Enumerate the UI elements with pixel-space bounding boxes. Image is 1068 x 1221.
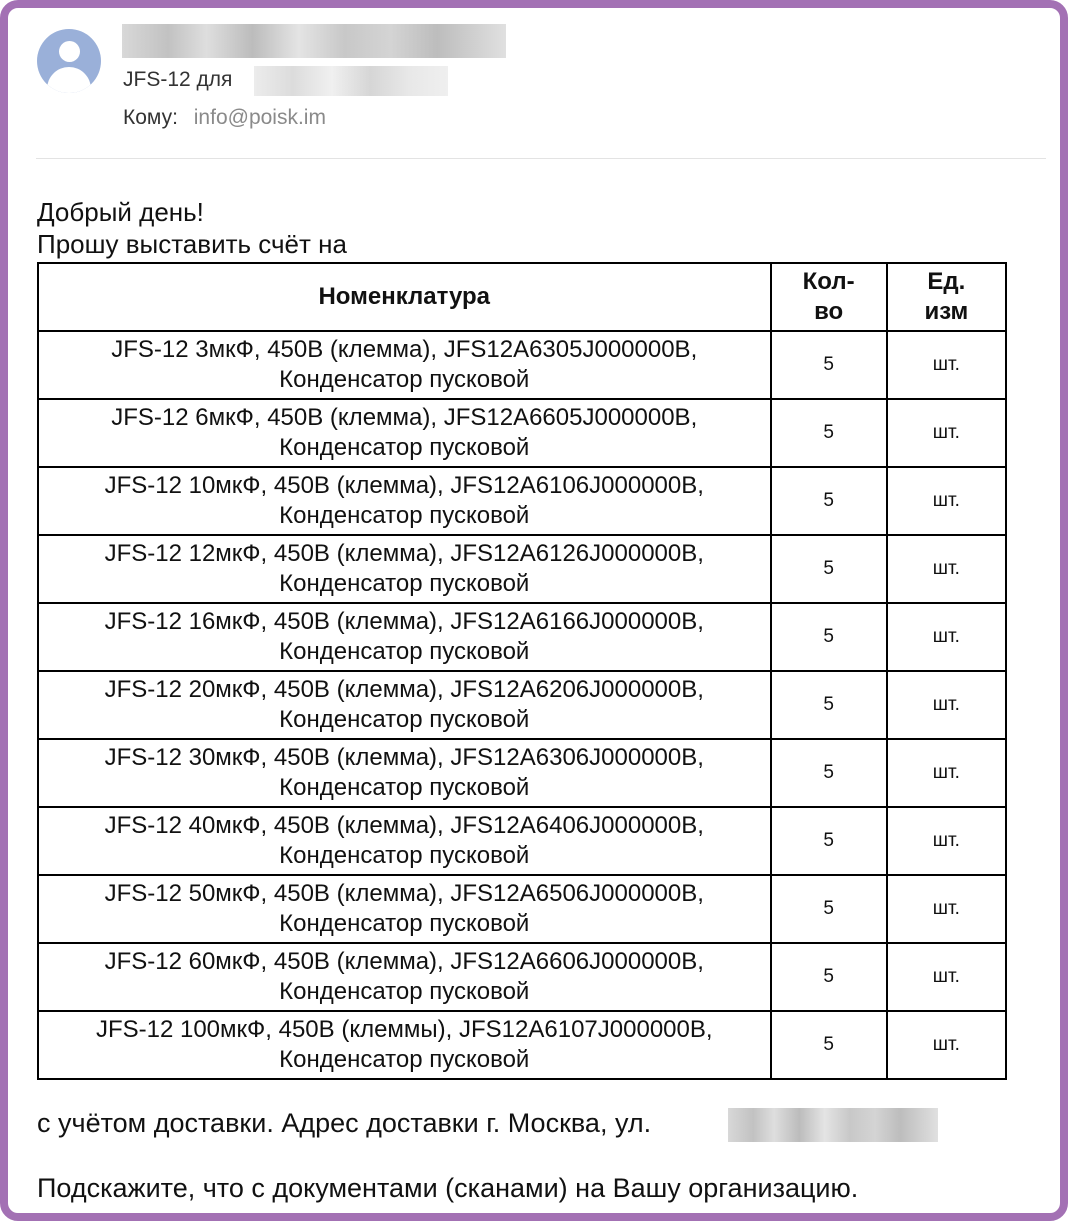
item-qty-cell: 5 [771,331,887,399]
email-subject [123,68,232,92]
table-row [38,1011,1006,1079]
item-name-line1: JFS-12 20мкФ, 450В (клемма), JFS12A6206J000000B, [104,676,704,703]
item-unit-cell: шт. [887,807,1006,875]
header-unit-line2: изм [924,298,969,325]
header-qty-line2: во [814,298,844,325]
table-row [38,807,1006,875]
table-row [38,875,1006,943]
table-row [38,603,1006,671]
item-qty-cell: 5 [771,535,887,603]
item-name-line1: JFS-12 40мкФ, 450В (клемма), JFS12A6406J000000B, [104,812,704,839]
item-name-cell [38,807,771,875]
item-name-line1: JFS-12 3мкФ, 450В (клемма), JFS12A6305J000000B, [111,336,698,363]
header-name-text: Номенклатура [318,283,491,310]
item-unit-cell: шт. [887,943,1006,1011]
delivery-line: с учётом доставки. Адрес доставки г. Москва, ул. [37,1108,652,1138]
table-row [38,467,1006,535]
item-qty-cell: 5 [771,875,887,943]
item-name-cell [38,943,771,1011]
item-name-line1: JFS-12 16мкФ, 450В (клемма), JFS12A6166J000000B, [104,608,704,635]
header-unit [887,263,1006,331]
item-name-line1: JFS-12 100мкФ, 450В (клеммы), JFS12A6107J000000B, [95,1016,713,1043]
header-name [38,263,771,331]
item-name-line2: Конденсатор пусковой [279,978,530,1005]
redacted-sender-name [122,24,506,58]
item-name-line1: JFS-12 60мкФ, 450В (клемма), JFS12A6606J000000B, [104,948,704,975]
table-row [38,535,1006,603]
table-row [38,399,1006,467]
request-line: Прошу выставить счёт на [37,229,347,259]
item-name-line1: JFS-12 12мкФ, 450В (клемма), JFS12A6126J000000B, [104,540,704,567]
item-name-cell [38,399,771,467]
table-row [38,331,1006,399]
item-unit-cell: шт. [887,671,1006,739]
item-name-line2: Конденсатор пусковой [279,910,530,937]
item-qty-cell: 5 [771,807,887,875]
item-qty-cell: 5 [771,1011,887,1079]
table-row [38,739,1006,807]
items-table [37,262,1007,1080]
item-qty-cell: 5 [771,943,887,1011]
subject-text: JFS-12 для [123,68,233,91]
item-name-cell [38,535,771,603]
item-name-line2: Конденсатор пусковой [279,1046,530,1073]
item-name-line2: Конденсатор пусковой [279,502,530,529]
item-unit-cell: шт. [887,1011,1006,1079]
item-name-cell [38,331,771,399]
closing-line: Подскажите, что с документами (сканами) на Вашу организацию. [37,1173,859,1203]
item-name-line1: JFS-12 30мкФ, 450В (клемма), JFS12A6306J000000B, [104,744,704,771]
item-name-cell [38,1011,771,1079]
table-header-row [38,263,1006,331]
item-qty-cell: 5 [771,603,887,671]
item-name-line2: Конденсатор пусковой [279,638,530,665]
header-unit-line1: Ед. [927,268,966,295]
item-name-line1: JFS-12 50мкФ, 450В (клемма), JFS12A6506J000000B, [104,880,704,907]
item-name-line2: Конденсатор пусковой [279,774,530,801]
header-divider [36,158,1046,159]
email-header [36,16,1032,166]
item-name-line1: JFS-12 6мкФ, 450В (клемма), JFS12A6605J000000B, [111,404,698,431]
greeting-line: Добрый день! [37,197,204,227]
item-qty-cell: 5 [771,739,887,807]
recipient-row [123,106,326,130]
header-qty [771,263,887,331]
item-name-cell [38,875,771,943]
item-name-cell [38,739,771,807]
item-qty-cell: 5 [771,399,887,467]
recipient-address[interactable]: info@poisk.im [193,106,326,129]
message-intro [37,196,347,260]
item-unit-cell: шт. [887,467,1006,535]
item-name-line2: Конденсатор пусковой [279,842,530,869]
item-unit-cell: шт. [887,331,1006,399]
item-unit-cell: шт. [887,739,1006,807]
item-name-line2: Конденсатор пусковой [279,366,530,393]
item-name-line2: Конденсатор пусковой [279,570,530,597]
item-qty-cell: 5 [771,671,887,739]
avatar-head-shape [59,41,80,62]
item-qty-cell: 5 [771,467,887,535]
item-unit-cell: шт. [887,399,1006,467]
avatar-body-shape [47,67,91,93]
person-avatar-icon[interactable] [37,29,101,93]
table-row [38,943,1006,1011]
item-unit-cell: шт. [887,875,1006,943]
item-name-line2: Конденсатор пусковой [279,706,530,733]
header-qty-line1: Кол- [802,268,855,295]
item-name-cell [38,603,771,671]
item-name-line2: Конденсатор пусковой [279,434,530,461]
table-row [38,671,1006,739]
redacted-address [728,1108,938,1142]
item-name-cell [38,671,771,739]
to-label: Кому: [123,106,178,129]
item-unit-cell: шт. [887,535,1006,603]
item-name-line1: JFS-12 10мкФ, 450В (клемма), JFS12A6106J000000B, [104,472,704,499]
item-name-cell [38,467,771,535]
redacted-subject-part [254,66,448,96]
item-unit-cell: шт. [887,603,1006,671]
